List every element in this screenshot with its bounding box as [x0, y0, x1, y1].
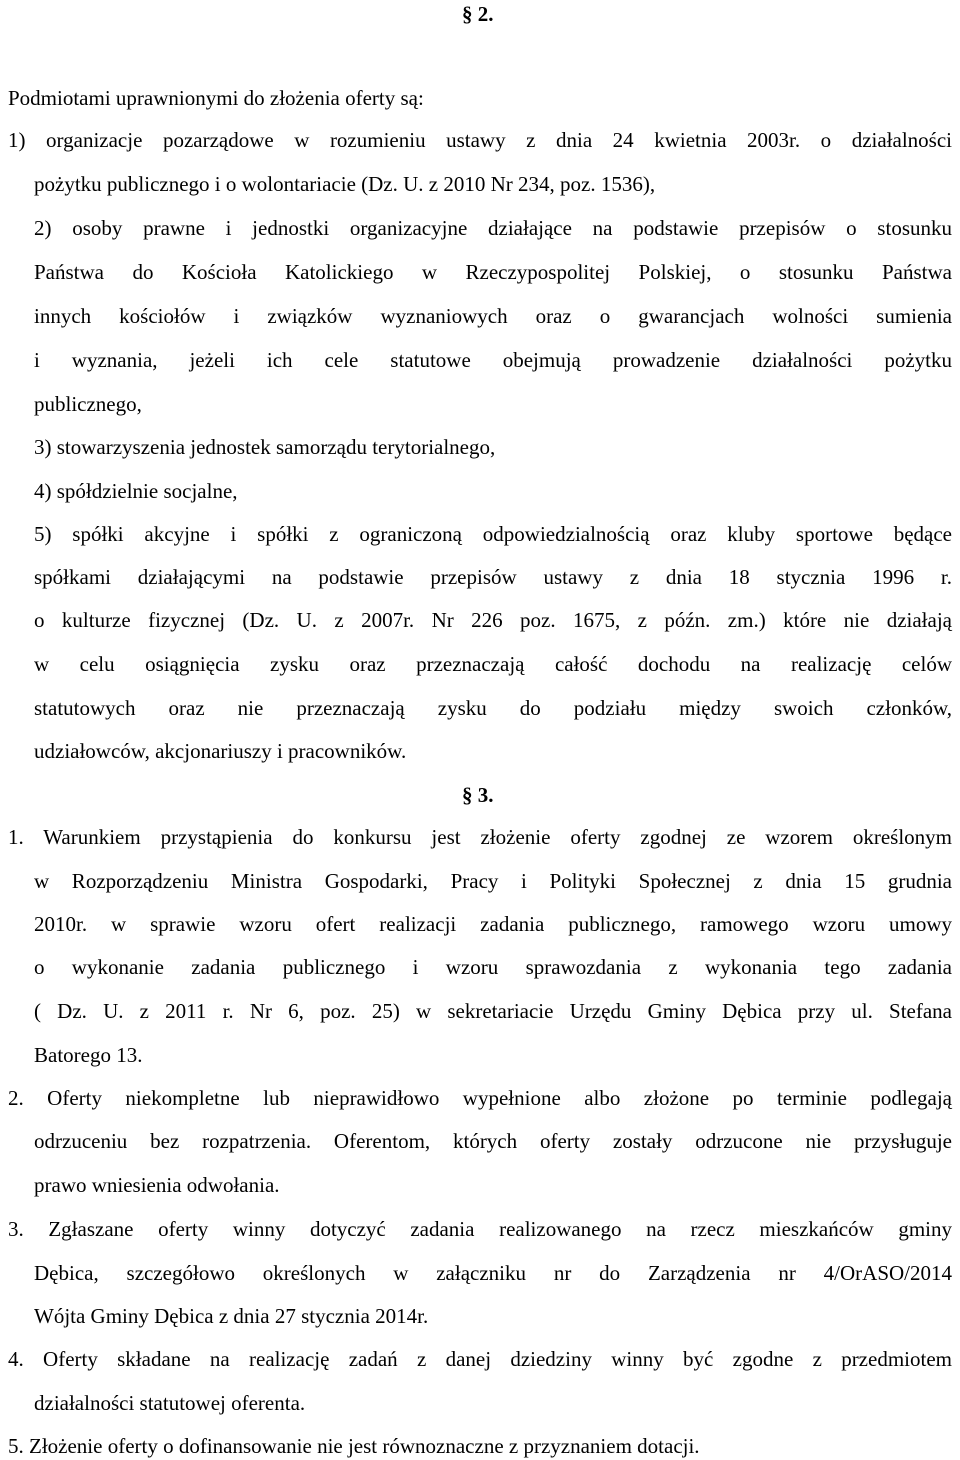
section-3-heading: § 3. [462, 783, 494, 807]
paragraph-line: statutowych oraz nie przeznaczają zysku do podziału między swoich członków, [34, 696, 952, 720]
paragraph-line: prawo wniesienia odwołania. [34, 1173, 280, 1197]
paragraph-line: działalności statutowej oferenta. [34, 1391, 306, 1415]
paragraph-line: 2) osoby prawne i jednostki organizacyjne działające na podstawie przepisów o stosunku [34, 216, 952, 240]
paragraph-line: w celu osiągnięcia zysku oraz przeznaczają całość dochodu na realizację celów [34, 652, 952, 676]
paragraph-line: Batorego 13. [34, 1043, 143, 1067]
paragraph-line: 4. Oferty składane na realizację zadań z danej dziedziny winny być zgodne z przedmiotem [8, 1347, 952, 1371]
paragraph-line: Państwa do Kościoła Katolickiego w Rzeczypospolitej Polskiej, o stosunku Państwa [34, 260, 952, 284]
paragraph-line: i wyznania, jeżeli ich cele statutowe obejmują prowadzenie działalności pożytku [34, 348, 952, 372]
paragraph-line: Wójta Gminy Dębica z dnia 27 stycznia 2014r. [34, 1304, 429, 1328]
paragraph-line: pożytku publicznego i o wolontariacie (Dz. U. z 2010 Nr 234, poz. 1536), [34, 172, 656, 196]
paragraph-line: 5) spółki akcyjne i spółki z ograniczoną odpowiedzialnością oraz kluby sportowe będące [34, 522, 952, 546]
paragraph-line: innych kościołów i związków wyznaniowych oraz o gwarancjach wolności sumienia [34, 304, 952, 328]
paragraph-line: ( Dz. U. z 2011 r. Nr 6, poz. 25) w sekretariacie Urzędu Gminy Dębica przy ul. Stefana [34, 999, 952, 1023]
paragraph-line: 3) stowarzyszenia jednostek samorządu terytorialnego, [34, 435, 496, 459]
paragraph-line: 1) organizacje pozarządowe w rozumieniu ustawy z dnia 24 kwietnia 2003r. o działalności [8, 128, 952, 152]
paragraph-line: 5. Złożenie oferty o dofinansowanie nie jest równoznaczne z przyznaniem dotacji. [8, 1434, 700, 1458]
section-2-heading: § 2. [462, 2, 494, 26]
paragraph-line: Dębica, szczegółowo określonych w załączniku nr do Zarządzenia nr 4/OrASO/2014 [34, 1261, 952, 1285]
paragraph-line: 2. Oferty niekompletne lub nieprawidłowo wypełnione albo złożone po terminie podlegają [8, 1086, 952, 1110]
paragraph-line: w Rozporządzeniu Ministra Gospodarki, Pracy i Polityki Społecznej z dnia 15 grudnia [34, 869, 952, 893]
paragraph-line: udziałowców, akcjonariuszy i pracowników. [34, 739, 407, 763]
paragraph-line: 4) spółdzielnie socjalne, [34, 479, 238, 503]
paragraph-line: o kulturze fizycznej (Dz. U. z 2007r. Nr 226 poz. 1675, z późn. zm.) które nie działają [34, 608, 952, 632]
paragraph-line: publicznego, [34, 392, 142, 416]
paragraph-line: spółkami działającymi na podstawie przepisów ustawy z dnia 18 stycznia 1996 r. [34, 565, 952, 589]
paragraph-line: odrzuceniu bez rozpatrzenia. Oferentom, których oferty zostały odrzucone nie przysługuje [34, 1129, 952, 1153]
paragraph-line: 3. Zgłaszane oferty winny dotyczyć zadania realizowanego na rzecz mieszkańców gminy [8, 1217, 952, 1241]
paragraph-line: 1. Warunkiem przystąpienia do konkursu jest złożenie oferty zgodnej ze wzorem określonym [8, 825, 952, 849]
section-2-intro: Podmiotami uprawnionymi do złożenia oferty są: [8, 86, 424, 110]
paragraph-line: o wykonanie zadania publicznego i wzoru sprawozdania z wykonania tego zadania [34, 955, 952, 979]
paragraph-line: 2010r. w sprawie wzoru ofert realizacji zadania publicznego, ramowego wzoru umowy [34, 912, 952, 936]
